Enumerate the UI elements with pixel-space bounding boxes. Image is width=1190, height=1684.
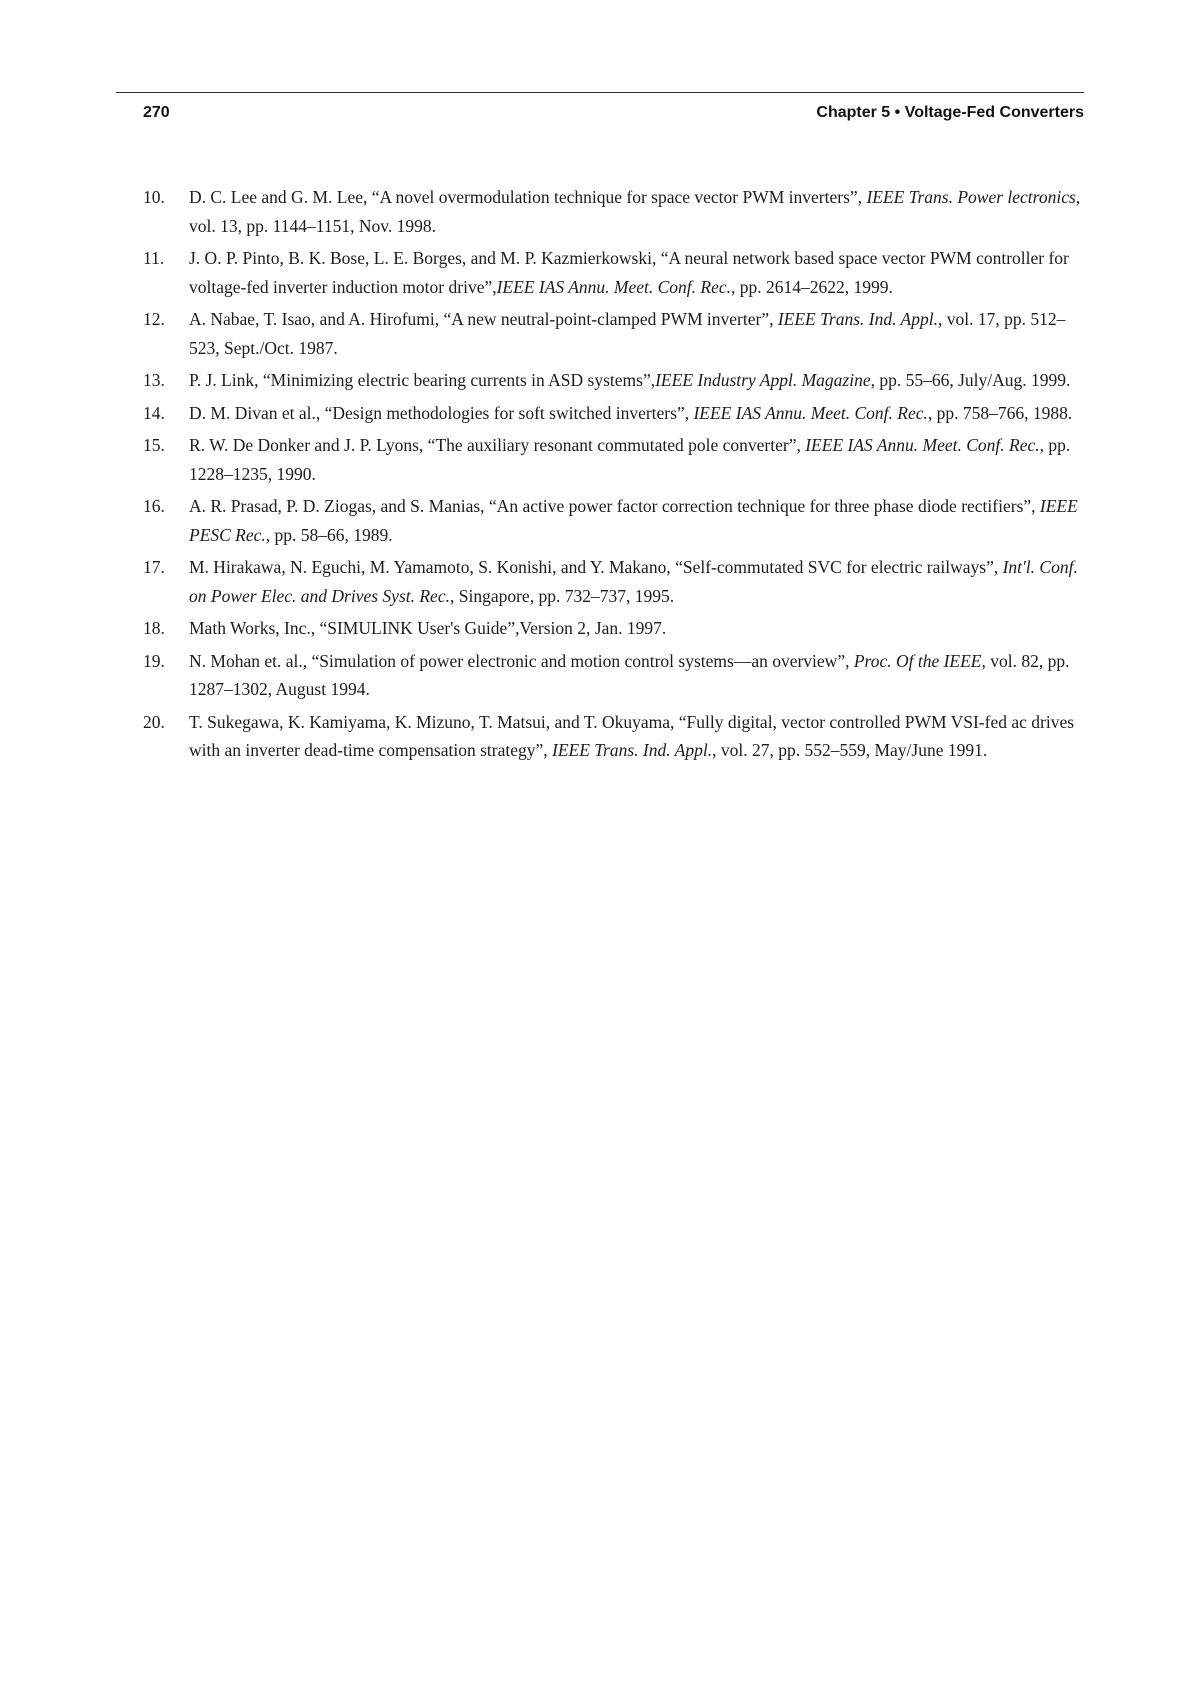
reference-body: D. M. Divan et al., “Design methodologies for soft switched inverters”, [189,402,694,423]
reference-number: 16. [143,496,165,516]
reference-venue: IEEE PESC Rec. [189,496,1078,545]
reference-body: A. Nabae, T. Isao, and A. Hirofumi, “A new neutral-point-clamped PWM inverter”, [189,309,778,329]
reference-number: 12. [143,309,165,329]
reference-item [143,399,1088,428]
reference-body: T. Sukegawa, K. Kamiyama, K. Mizuno, T. Matsui, and T. Okuyama, “Fully digital, vector controlled PWM VSI-fed ac drives with an inverter dead-time compensation strategy”, [189,711,1075,760]
reference-item [143,366,1088,395]
reference-body: Math Works, Inc., “SIMULINK User's Guide”,Version 2, Jan. 1997. [189,618,667,638]
reference-number: 10. [143,187,165,207]
header-rule [116,92,1084,93]
reference-text [189,370,1070,390]
reference-venue: IEEE Trans. Power lectronics [866,187,1076,207]
reference-text [189,557,1078,606]
running-head [816,104,1084,122]
reference-details: , pp. 2614–2622, 1999. [731,276,893,297]
reference-details: , pp. 758–766, 1988. [927,402,1073,423]
reference-venue: Proc. Of the IEEE [853,650,982,671]
reference-number: 13. [143,370,165,390]
reference-item [143,305,1088,362]
reference-details: , pp. 58–66, 1989. [265,524,393,545]
reference-number: 17. [143,557,165,577]
reference-venue: IEEE IAS Annu. Meet. Conf. Rec. [805,435,1040,455]
reference-item [143,708,1088,765]
reference-venue: IEEE Trans. Ind. Appl. [777,309,938,329]
chapter-label: Chapter 5 [816,104,891,121]
reference-item [143,614,1088,643]
reference-venue: IEEE Industry Appl. Magazine [655,370,871,390]
reference-number: 14. [143,402,165,423]
reference-details: , vol. 17, pp. 512–523, Sept./Oct. 1987. [189,309,1066,358]
reference-details: , vol. 13, pp. 1144–1151, Nov. 1998. [189,187,1081,236]
reference-details: , Singapore, pp. 732–737, 1995. [449,585,675,606]
reference-item [143,244,1088,301]
reference-text [189,187,1080,236]
reference-item [143,431,1088,488]
reference-details: , pp. 1228–1235, 1990. [189,435,1071,484]
reference-text [189,712,1074,761]
reference-body: M. Hirakawa, N. Eguchi, M. Yamamoto, S. Konishi, and Y. Makano, “Self-commutated SVC for electric railways”, [189,557,1003,577]
reference-body: N. Mohan et. al., “Simulation of power electronic and motion control systems—an overview”, [189,650,854,671]
header-bullet: • [894,104,901,121]
reference-number: 18. [143,618,165,638]
reference-body: R. W. De Donker and J. P. Lyons, “The auxiliary resonant commutated pole converter”, [189,435,806,455]
reference-details: , pp. 55–66, July/Aug. 1999. [870,370,1071,390]
reference-text [189,618,666,638]
reference-list [143,183,1088,769]
reference-text [189,248,1069,297]
chapter-title: Voltage-Fed Converters [904,104,1084,121]
reference-body: P. J. Link, “Minimizing electric bearing currents in ASD systems”, [189,370,656,390]
reference-venue: Int'l. Conf. on Power Elec. and Drives Syst. Rec. [189,557,1078,606]
reference-text [189,309,1065,358]
reference-number: 19. [143,650,165,671]
reference-number: 11. [143,248,165,268]
reference-venue: IEEE IAS Annu. Meet. Conf. Rec. [693,402,928,423]
reference-number: 20. [143,711,165,732]
reference-text [189,435,1070,484]
reference-text [189,496,1078,545]
reference-body: J. O. P. Pinto, B. K. Bose, L. E. Borges, and M. P. Kazmierkowski, “A neural network based space vector PWM controller for voltage-fed inverter induction motor drive”, [189,248,1069,297]
reference-text [189,651,1070,700]
reference-venue: IEEE IAS Annu. Meet. Conf. Rec. [496,276,732,297]
page-number: 270 [143,104,170,121]
reference-details: , vol. 27, pp. 552–559, May/June 1991. [712,740,988,760]
reference-body: A. R. Prasad, P. D. Ziogas, and S. Manias, “An active power factor correction technique for three phase diode rectifiers”, [189,496,1040,516]
reference-text [189,403,1072,423]
reference-venue: IEEE Trans. Ind. Appl. [552,740,713,760]
reference-item [143,492,1088,549]
reference-number: 15. [143,435,165,455]
reference-body: D. C. Lee and G. M. Lee, “A novel overmodulation technique for space vector PWM inverters”, [189,187,867,207]
reference-item [143,647,1088,704]
reference-item [143,183,1088,240]
reference-item [143,553,1088,610]
reference-details: , vol. 82, pp. 1287–1302, August 1994. [189,650,1070,699]
running-header [143,104,1084,126]
